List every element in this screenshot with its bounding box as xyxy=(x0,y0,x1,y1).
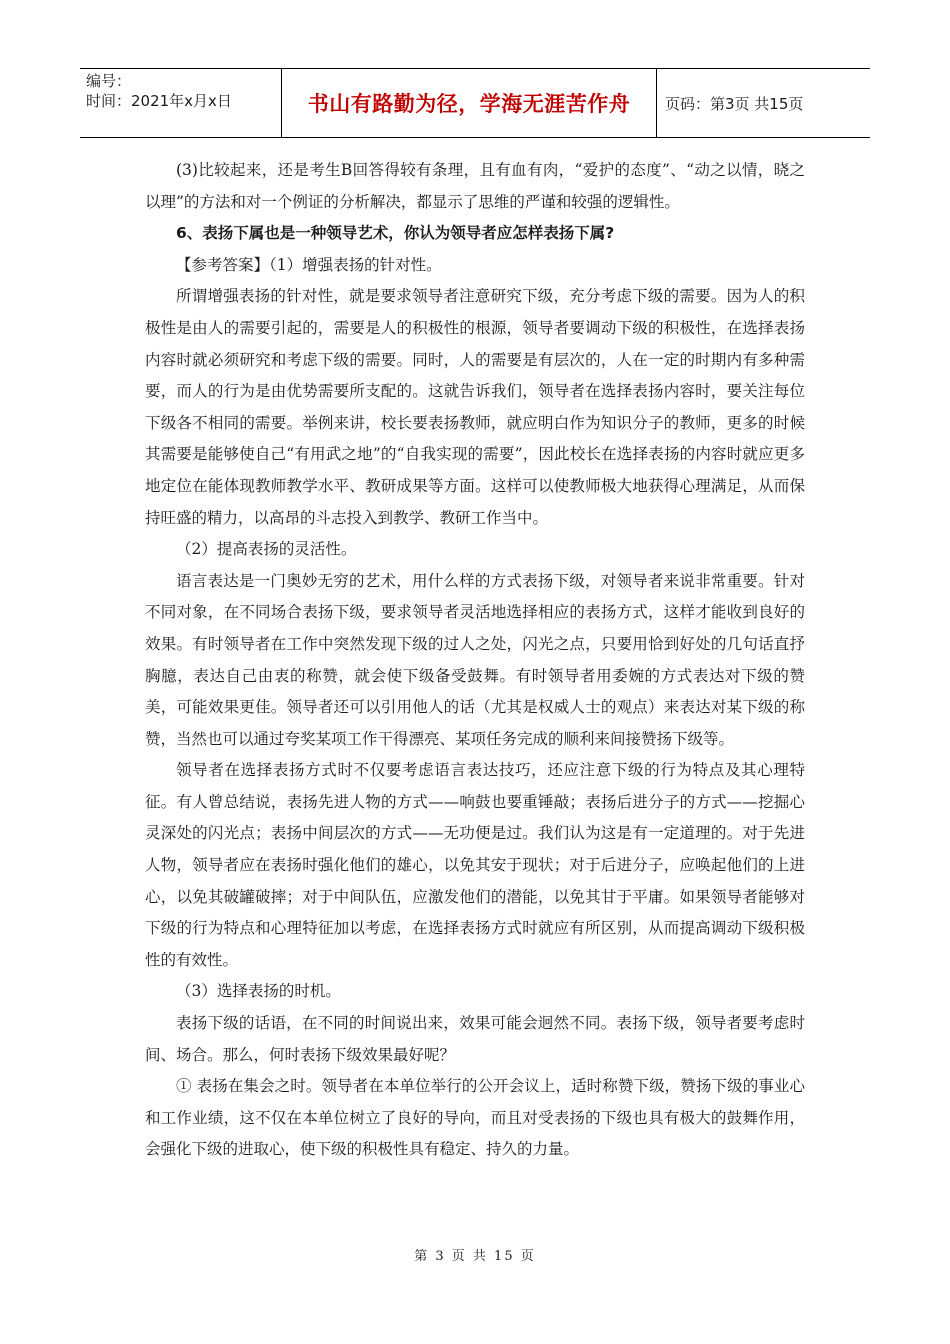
time-label: 时间：2021年x月x日 xyxy=(86,92,232,110)
number-label: 编号： xyxy=(86,72,132,90)
paragraph: 领导者在选择表扬方式时不仅要考虑语言表达技巧，还应注意下级的行为特点及其心理特征。有人曾总结说，表扬先进人物的方式——响鼓也要重锤敲；表扬后进分子的方式——挖掘心灵深处的闪光点；表扬中间层次的方式——无功便是过。我们认为这是有一定道理的。对于先进人物，领导者应在表扬时强化他们的雄心，以免其安于现状；对于后进分子，应唤起他们的上进心，以免其破罐破摔；对于中间队伍，应激发他们的潜能，以免其甘于平庸。如果领导者能够对下级的行为特点和心理特征加以考虑，在选择表扬方式时就应有所区别，从而提高调动下级积极性的有效性。 xyxy=(145,761,805,969)
answer-intro: 【参考答案】（1）增强表扬的针对性。 xyxy=(176,255,442,274)
header-meta xyxy=(80,69,282,137)
subheading: （2）提高表扬的灵活性。 xyxy=(176,540,357,559)
subheading: （3）选择表扬的时机。 xyxy=(176,982,341,1001)
header-motto: 书山有路勤为径，学海无涯苦作舟 xyxy=(282,69,657,137)
paragraph: 语言表达是一门奥妙无穷的艺术，用什么样的方式表扬下级，对领导者来说非常重要。针对不同对象，在不同场合表扬下级，要求领导者灵活地选择相应的表扬方式，这样才能收到良好的效果。有时领导者在工作中突然发现下级的过人之处，闪光之点，只要用恰到好处的几句话直抒胸臆，表达自己由衷的称赞，就会使下级备受鼓舞。有时领导者用委婉的方式表达对下级的赞美，可能效果更佳。领导者还可以引用他人的话（尤其是权威人士的观点）来表达对某下级的称赞，当然也可以通过夸奖某项工作干得漂亮、某项任务完成的顺利来间接赞扬下级等。 xyxy=(145,571,805,748)
paragraph: 表扬下级的话语，在不同的时间说出来，效果可能会迥然不同。表扬下级，领导者要考虑时间、场合。那么，何时表扬下级效果最好呢？ xyxy=(145,1014,805,1064)
document-body xyxy=(145,155,805,1166)
paragraph: ① 表扬在集会之时。领导者在本单位举行的公开会议上，适时称赞下级，赞扬下级的事业心和工作业绩，这不仅在本单位树立了良好的导向，而且对受表扬的下级也具有极大的鼓舞作用，会强化下级的进取心，使下级的积极性具有稳定、持久的力量。 xyxy=(145,1077,805,1159)
question-heading: 6、表扬下属也是一种领导艺术，你认为领导者应怎样表扬下属? xyxy=(176,224,615,243)
header-page-info: 页码：第3页 共15页 xyxy=(665,94,804,113)
document-header xyxy=(80,68,870,138)
paragraph: (3)比较起来，还是考生B回答得较有条理，且有血有肉，“爱护的态度”、“动之以情，晓之以理”的方法和对一个例证的分析解决，都显示了思维的严谨和较强的逻辑性。 xyxy=(145,161,805,211)
paragraph: 所谓增强表扬的针对性，就是要求领导者注意研究下级，充分考虑下级的需要。因为人的积极性是由人的需要引起的，需要是人的积极性的根源，领导者要调动下级的积极性，在选择表扬内容时就必须研究和考虑下级的需要。同时，人的需要是有层次的，人在一定的时期内有多种需要，而人的行为是由优势需要所支配的。这就告诉我们，领导者在选择表扬内容时，要关注每位下级各不相同的需要。举例来讲，校长要表扬教师，就应明白作为知识分子的教师，更多的时候其需要是能够使自己“有用武之地”的“自我实现的需要”，因此校长在选择表扬的内容时就应更多地定位在能体现教师教学水平、教研成果等方面。这样可以使教师极大地获得心理满足，从而保持旺盛的精力，以高昂的斗志投入到教学、教研工作当中。 xyxy=(145,287,805,527)
page-footer: 第 3 页 共 15 页 xyxy=(414,1249,536,1264)
